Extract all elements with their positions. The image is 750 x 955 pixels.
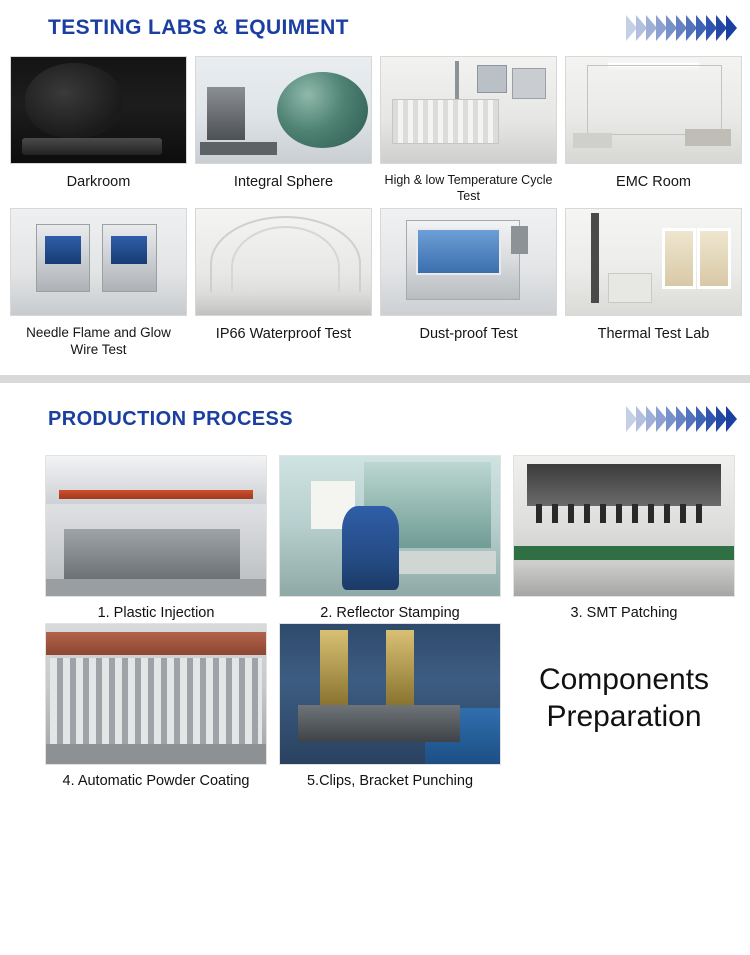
lab-cell-dust-proof [380,208,557,359]
lab-cell-darkroom [10,56,187,204]
testing-labs-grid [0,56,750,359]
lab-caption: EMC Room [616,174,691,190]
process-cell-plastic-injection [44,455,268,621]
process-caption: 3. SMT Patching [570,605,678,621]
lab-cell-high-low-temperature [380,56,557,204]
process-cell-smt-patching [512,455,736,621]
lab-caption: Needle Flame and Glow Wire Test [26,325,171,358]
lab-cell-emc-room [565,56,742,204]
emc-room-photo [565,56,742,164]
darkroom-photo [10,56,187,164]
process-cell-powder-coating [44,623,268,789]
components-line-2: Preparation [546,700,702,733]
lab-caption: IP66 Waterproof Test [215,326,352,343]
lab-cell-needle-flame [10,208,187,359]
testing-labs-section [0,0,750,383]
plastic-injection-photo [45,455,267,597]
process-caption: 1. Plastic Injection [97,605,215,621]
automatic-powder-coating-photo [45,623,267,765]
process-caption: 2. Reflector Stamping [320,605,460,621]
process-cell-clips-bracket-punching [278,623,502,789]
production-process-title: PRODUCTION PROCESS [48,407,294,430]
testing-chevron-arrows [349,15,736,41]
production-process-grid [0,455,750,789]
testing-labs-title: TESTING LABS & EQUIMENT [48,16,349,39]
high-low-temperature-cycle-test-photo [380,56,557,164]
lab-cell-integral-sphere [195,56,372,204]
ip66-waterproof-test-photo [195,208,372,316]
testing-labs-header [0,0,750,56]
lab-cell-thermal-test-lab [565,208,742,359]
dust-proof-test-photo [380,208,557,316]
production-row [10,623,740,789]
lab-caption: Dust-proof Test [419,326,518,343]
testing-labs-row [10,208,740,359]
lab-caption: High & low Temperature Cycle Test [384,173,553,203]
production-process-header [0,383,750,455]
testing-labs-row [10,56,740,204]
reflector-stamping-photo [279,455,501,597]
components-line-1: Components [538,662,710,696]
clips-bracket-punching-photo [279,623,501,765]
section-divider [0,375,750,383]
lab-caption: Darkroom [66,174,131,190]
lab-caption: Integral Sphere [233,174,334,190]
components-preparation-text [512,623,736,789]
process-caption: 4. Automatic Powder Coating [62,773,250,789]
needle-flame-glow-wire-test-photo [10,208,187,316]
process-cell-reflector-stamping [278,455,502,621]
process-caption: 5.Clips, Bracket Punching [306,773,474,789]
lab-cell-ip66-waterproof [195,208,372,359]
production-process-section [0,383,750,789]
production-row [10,455,740,621]
production-chevron-arrows [293,406,736,432]
lab-caption: Thermal Test Lab [597,326,710,343]
integral-sphere-photo [195,56,372,164]
smt-patching-photo [513,455,735,597]
thermal-test-lab-photo [565,208,742,316]
